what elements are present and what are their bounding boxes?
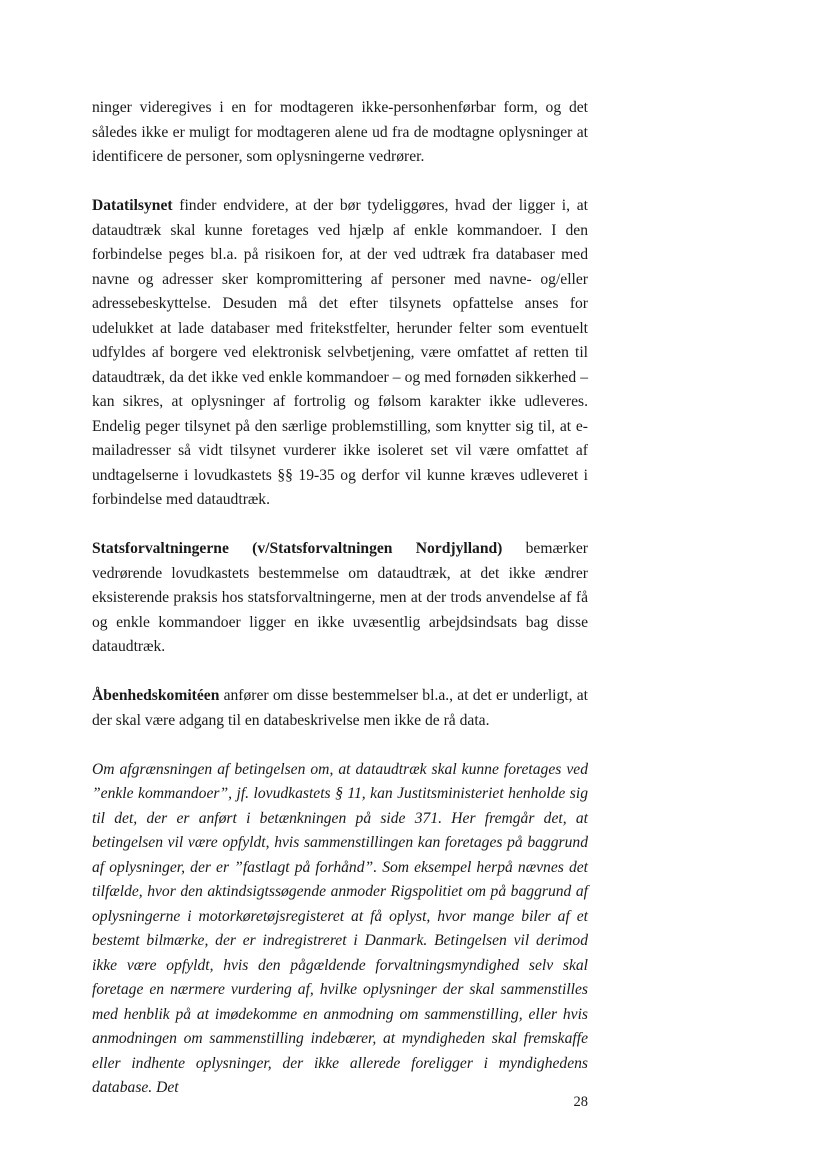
paragraph-text: ninger videregives i en for modtageren ikke-personhenførbar form, og det således ikke er muligt for modtageren alene ud fra de modtagne oplysninger at identificere de personer, som oplysningerne vedrører. [92,99,588,165]
paragraph-text: anfører om disse bestemmelser bl.a., at det er underligt, at der skal være adgang til en databeskrivelse men ikke de rå data. [92,687,588,729]
paragraph-lead: Statsforvaltningerne (v/Statsforvaltningen Nordjylland) [92,540,503,557]
document-page [92,96,588,1101]
paragraph-text: bemærker vedrørende lovudkastets bestemmelse om dataudtræk, at det ikke ændrer eksisterende praksis hos statsforvaltningerne, men at der trods anvendelse af få og enkle kommandoer ligger en ikke uvæsentlig arbejdsindsats bag disse dataudtræk. [92,540,588,655]
paragraph-aabenhedskomiteen [92,684,588,733]
paragraph-lead: Åbenhedskomitéen [92,687,220,704]
paragraph-continuation [92,96,588,170]
page-number: 28 [573,1094,588,1110]
paragraph-ministry-comment: Om afgrænsningen af betingelsen om, at dataudtræk skal kunne foretages ved ”enkle kommandoer”, jf. lovudkastets § 11, kan Justitsministeriet henholde sig til det, der er anført i betænkningen på side 371. Her fremgår det, at betingelsen vil være opfyldt, hvis sammenstillingen kan foretages på baggrund af oplysninger, der er ”fastlagt på forhånd”. Som eksempel herpå nævnes det tilfælde, hvor den aktindsigtssøgende anmoder Rigspolitiet om på baggrund af oplysningerne i motorkøretøjsregisteret at få oplyst, hvor mange biler af et bestemt bilmærke, der er indregistreret i Danmark. Betingelsen vil derimod ikke være opfyldt, hvis den pågældende forvaltningsmyndighed selv skal foretage en nærmere vurdering af, hvilke oplysninger der skal sammenstilles med henblik på at imødekomme en anmodning om sammenstilling, eller hvis anmodningen om sammenstilling indebærer, at myndigheden skal fremskaffe eller indhente oplysninger, der ikke allerede foreligger i myndighedens database. Det [92,760,588,1096]
paragraph-statsforvaltningerne [92,537,588,660]
paragraph-lead: Datatilsynet [92,197,173,214]
paragraph-text: finder endvidere, at der bør tydeliggøres, hvad der ligger i, at dataudtræk skal kunne foretages ved hjælp af enkle kommandoer. I den forbindelse peges bl.a. på risikoen for, at der ved udtræk fra databaser med navne og adresser sker kompromittering af personer med navne- og/eller adressebeskyttelse. Desuden må det efter tilsynets opfattelse anses for udelukket at lade databaser med fritekstfelter, herunder felter som eventuelt udfyldes af borgere ved elektronisk selvbetjening, være omfattet af retten til dataudtræk, da det ikke ved enkle kommandoer – og med fornøden sikkerhed – kan sikres, at oplysninger af fortrolig og følsom karakter ikke udleveres. Endelig peger tilsynet på den særlige problemstilling, som knytter sig til, at e-mailadresser så vidt tilsynet vurderer ikke isoleret set vil være omfattet af undtagelserne i lovudkastets §§ 19-35 og derfor vil kunne kræves udleveret i forbindelse med dataudtræk. [92,197,588,508]
paragraph-datatilsynet [92,194,588,513]
